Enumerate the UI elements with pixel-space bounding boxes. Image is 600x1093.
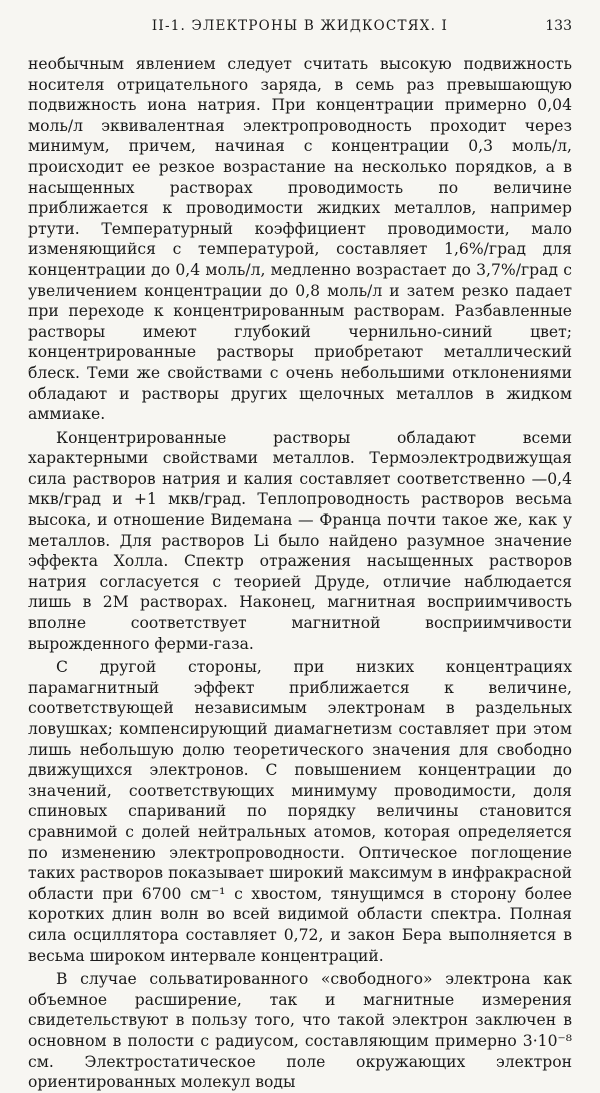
paragraph: В случае сольватированного «свободного» электрона как объемное расширение, так и магнитные измерения свидетельствуют в пользу того, что такой электрон заключен в основном в полости с радиусом, составляющим примерно 3·10⁻⁸ см. Электростатическое поле окружающих электрон ориентированных молекул воды [28, 970, 572, 1092]
paragraph: С другой стороны, при низких концентрациях парамагнитный эффект приближается к величине, соответствующей независимым электронам в раздельных ловушках; компенсирующий диамагнетизм составляет при этом лишь небольшую долю теоретического значения для свободно движущихся электронов. С повышением концентрации до значений, соответствующих минимуму проводимости, доля спиновых спариваний по порядку величины становится сравнимой с долей нейтральных атомов, которая определяется по изменению электропроводности. Оптическое поглощение таких растворов показывает широкий максимум в инфракрасной области при 6700 см⁻¹ с хвостом, тянущимся в сторону более коротких длин волн во всей видимой области спектра. Полная сила осциллятора составляет 0,72, и закон Бера выполняется в весьма широком интервале концентраций. [28, 658, 572, 965]
paragraph: необычным явлением следует считать высокую подвижность носителя отрицательного заряда, в семь раз превышающую подвижность иона натрия. При концентрации примерно 0,04 моль/л эквивалентная электропроводность проходит через минимум, причем, начиная с концентрации 0,3 моль/л, происходит ее резкое возрастание на несколько порядков, а в насыщенных растворах проводимость по величине приближается к проводимости жидких металлов, например ртути. Температурный коэффициент проводимости, мало изменяющийся с температурой, составляет 1,6%/град для концентрации до 0,4 моль/л, медленно возрастает до 3,7%/град с увеличением концентрации до 0,8 моль/л и затем резко падает при переходе к концентрированным растворам. Разбавленные растворы имеют глубокий чернильно-синий цвет; концентрированные растворы приобретают металлический блеск. Теми же свойствами с очень небольшими отклонениями обладают и растворы других щелочных металлов в жидком аммиаке. [28, 55, 572, 424]
page-body [28, 54, 572, 1093]
running-head: II-1. ЭЛЕКТРОНЫ В ЖИДКОСТЯХ. I [151, 18, 449, 34]
page-header [28, 18, 572, 40]
page-number: 133 [545, 18, 572, 34]
paragraph: Концентрированные растворы обладают всеми характерными свойствами металлов. Термоэлектродвижущая сила растворов натрия и калия составляет соответственно —0,4 мкв/град и +1 мкв/град. Теплопроводность растворов весьма высока, и отношение Видемана — Франца почти такое же, как у металлов. Для растворов Li было найдено разумное значение эффекта Холла. Спектр отражения насыщенных растворов натрия согласуется с теорией Друде, отличие наблюдается лишь в 2М растворах. Наконец, магнитная восприимчивость вполне соответствует магнитной восприимчивости вырожденного ферми-газа. [28, 428, 572, 653]
book-page [28, 18, 572, 1093]
